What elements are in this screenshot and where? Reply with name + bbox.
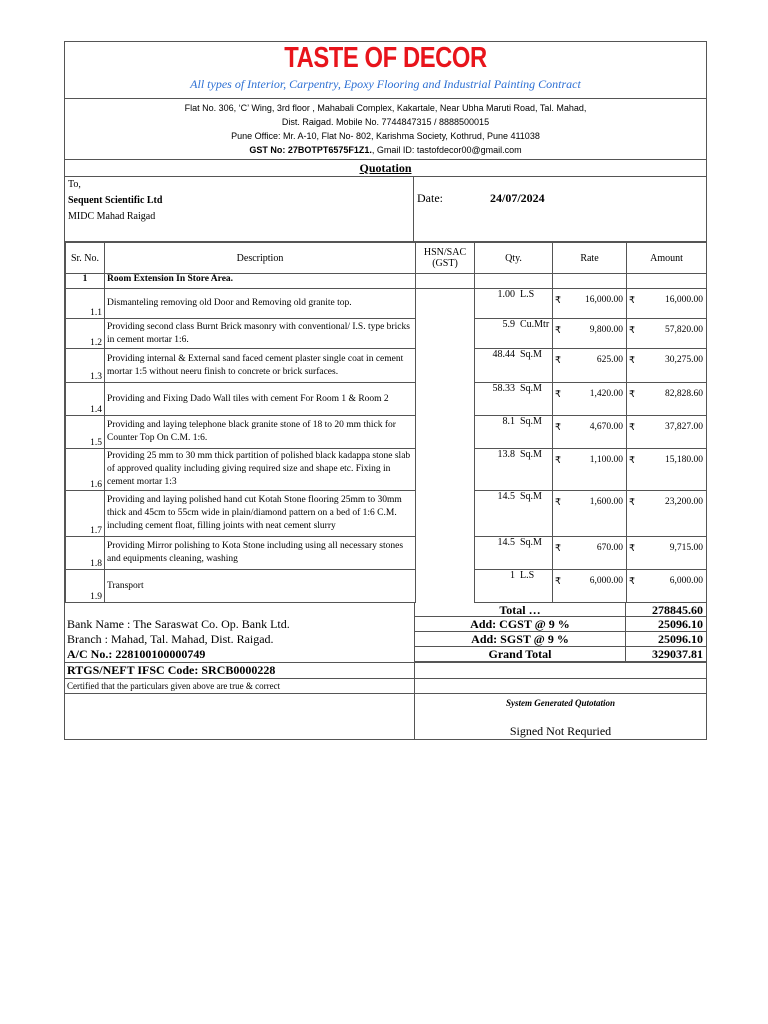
table-row <box>66 289 707 319</box>
item-amount <box>627 319 707 349</box>
company-name: TASTE OF DECOR <box>284 42 487 74</box>
section-row <box>66 274 707 289</box>
col-hsn-line2: (GST) <box>432 258 458 269</box>
item-rate-value: 1,600.00 <box>589 497 623 507</box>
item-qty-value: 58.33 <box>492 383 515 394</box>
item-hsn <box>416 449 475 491</box>
rupee-icon: ₹ <box>629 577 636 587</box>
rupee-icon: ₹ <box>555 356 562 366</box>
quotation-document <box>64 41 707 740</box>
item-description: Providing second class Burnt Brick masonry with conventional/ I.S. type bricks in cement mortar 1:6. <box>105 319 416 349</box>
item-hsn <box>416 349 475 383</box>
item-rate <box>553 449 627 491</box>
item-hsn <box>416 383 475 416</box>
item-rate-value: 4,670.00 <box>589 422 623 432</box>
item-amount-value: 82,828.60 <box>665 389 703 399</box>
item-description: Providing and laying telephone black granite stone of 18 to 20 mm thick for Counter Top On C.M. 1:6. <box>105 416 416 449</box>
item-unit: Sq.M <box>520 349 542 360</box>
rupee-icon: ₹ <box>629 498 636 508</box>
item-rate <box>553 349 627 383</box>
table-row <box>66 537 707 570</box>
item-rate <box>553 537 627 570</box>
rupee-icon: ₹ <box>555 296 562 306</box>
col-amount: Amount <box>627 243 707 274</box>
item-description: Providing and Fixing Dado Wall tiles with cement For Room 1 & Room 2 <box>105 383 416 416</box>
bank-account: A/C No.: 228100100000749 <box>65 647 415 662</box>
item-rate <box>553 491 627 537</box>
qty-cell <box>475 274 553 289</box>
sgst-row <box>65 632 706 647</box>
item-hsn <box>416 537 475 570</box>
item-unit: Sq.M <box>520 537 542 548</box>
bank-ifsc: RTGS/NEFT IFSC Code: SRCB0000228 <box>65 663 415 678</box>
certified-text: Certified that the particulars given above are true & correct <box>65 679 415 693</box>
item-qty <box>475 349 553 383</box>
company-address <box>65 99 706 160</box>
item-amount-value: 6,000.00 <box>669 576 703 586</box>
recipient-address: MIDC Mahad Raigad <box>68 211 156 222</box>
item-unit: Sq.M <box>520 416 542 427</box>
total-label: Total … <box>415 603 626 617</box>
item-rate-value: 16,000.00 <box>585 295 623 305</box>
item-hsn <box>416 319 475 349</box>
col-rate: Rate <box>553 243 627 274</box>
item-rate <box>553 383 627 416</box>
item-sr: 1.4 <box>66 383 105 416</box>
item-description: Providing Mirror polishing to Kota Stone including using all necessary stones and equipments cleaning, washing <box>105 537 416 570</box>
rupee-icon: ₹ <box>555 390 562 400</box>
item-sr: 1.8 <box>66 537 105 570</box>
item-unit: Sq.M <box>520 491 542 502</box>
item-amount <box>627 289 707 319</box>
item-amount-value: 16,000.00 <box>665 295 703 305</box>
blank-cell <box>65 603 415 617</box>
rupee-icon: ₹ <box>629 326 636 336</box>
total-row <box>65 603 706 617</box>
item-hsn <box>416 416 475 449</box>
item-sr: 1.9 <box>66 570 105 603</box>
rupee-icon: ₹ <box>629 544 636 554</box>
item-hsn <box>416 289 475 319</box>
table-row <box>66 349 707 383</box>
item-qty-value: 14.5 <box>497 537 515 548</box>
cgst-value: 25096.10 <box>626 617 706 632</box>
item-rows <box>66 289 707 603</box>
rupee-icon: ₹ <box>555 544 562 554</box>
total-value: 278845.60 <box>626 603 706 617</box>
item-description: Transport <box>105 570 416 603</box>
item-unit: Sq.M <box>520 383 542 394</box>
item-amount-value: 15,180.00 <box>665 455 703 465</box>
bank-branch: Branch : Mahad, Tal. Mahad, Dist. Raigad. <box>65 632 415 647</box>
item-rate <box>553 570 627 603</box>
company-tagline: All types of Interior, Carpentry, Epoxy Flooring and Industrial Painting Contract <box>190 77 581 91</box>
item-amount <box>627 349 707 383</box>
items-table <box>65 242 707 603</box>
item-sr: 1.3 <box>66 349 105 383</box>
gst-number: GST No: 27BOTPT6575F1Z1. <box>249 145 372 155</box>
system-generated: System Generated Qutotation <box>505 698 615 708</box>
item-qty-value: 13.8 <box>497 449 515 460</box>
table-row <box>66 449 707 491</box>
recipient <box>65 177 414 241</box>
item-qty <box>475 570 553 603</box>
item-rate-value: 625.00 <box>596 355 623 365</box>
item-sr: 1.5 <box>66 416 105 449</box>
item-unit: L.S <box>520 570 535 581</box>
col-sr: Sr. No. <box>66 243 105 274</box>
item-sr: 1.2 <box>66 319 105 349</box>
rupee-icon: ₹ <box>629 356 636 366</box>
section-sr: 1 <box>66 274 105 289</box>
sgst-value: 25096.10 <box>626 632 706 647</box>
address-line-1: Flat No. 306, ‘C’ Wing, 3rd floor , Mahabali Complex, Kakartale, Near Ubha Maruti Road, Tal. Mahad, <box>184 103 587 113</box>
item-rate <box>553 289 627 319</box>
gst-line <box>65 143 706 157</box>
certified-row <box>65 678 706 693</box>
summary-block <box>65 603 706 739</box>
item-qty <box>475 537 553 570</box>
item-qty <box>475 491 553 537</box>
sgst-label: Add: SGST @ 9 % <box>415 632 626 647</box>
item-amount-value: 30,275.00 <box>665 355 703 365</box>
signature-block <box>415 694 706 739</box>
item-qty-value: 8.1 <box>502 416 515 427</box>
item-qty-value: 5.9 <box>502 319 515 330</box>
grand-label: Grand Total <box>415 647 626 662</box>
item-description: Providing 25 mm to 30 mm thick partition of polished black kadappa stone slab of approved quality including giving required size and shape etc. Fixing in cement mortar 1:3 <box>105 449 416 491</box>
signed-text: Signed Not Requried <box>509 724 612 738</box>
item-unit: Sq.M <box>520 449 542 460</box>
letterhead <box>65 42 706 99</box>
recipient-name: Sequent Scientific Ltd <box>68 195 163 206</box>
item-amount <box>627 449 707 491</box>
cgst-row <box>65 617 706 632</box>
grand-value: 329037.81 <box>626 647 706 662</box>
quotation-title: Quotation <box>65 160 706 177</box>
rupee-icon: ₹ <box>555 498 562 508</box>
item-rate-value: 1,420.00 <box>589 389 623 399</box>
item-qty-value: 1 <box>510 570 515 581</box>
table-row <box>66 570 707 603</box>
amount-cell <box>627 274 707 289</box>
address-line-2: Dist. Raigad. Mobile No. 7744847315 / 8888500015 <box>281 117 490 127</box>
blank-cell <box>65 694 415 739</box>
signature-row <box>65 693 706 739</box>
cgst-label: Add: CGST @ 9 % <box>415 617 626 632</box>
date-label: Date: <box>417 191 443 205</box>
rupee-icon: ₹ <box>555 577 562 587</box>
grand-row <box>65 647 706 662</box>
table-header <box>66 243 707 274</box>
item-amount-value: 57,820.00 <box>665 325 703 335</box>
item-hsn <box>416 491 475 537</box>
rupee-icon: ₹ <box>629 296 636 306</box>
col-description: Description <box>105 243 416 274</box>
item-description: Providing and laying polished hand cut Kotah Stone flooring 25mm to 30mm thick and 45cm to 55cm wide in plain/diamond pattern on a bed of 1:6 C.M. including cement float, filling joints with neat cement slurry <box>105 491 416 537</box>
item-amount <box>627 570 707 603</box>
item-qty <box>475 416 553 449</box>
item-rate-value: 6,000.00 <box>589 576 623 586</box>
ifsc-row <box>65 662 706 678</box>
item-rate-value: 1,100.00 <box>589 455 623 465</box>
item-rate-value: 670.00 <box>596 543 623 553</box>
to-label: To, <box>68 179 81 190</box>
hsn-cell <box>416 274 475 289</box>
item-amount-value: 37,827.00 <box>665 422 703 432</box>
item-sr: 1.6 <box>66 449 105 491</box>
item-amount <box>627 416 707 449</box>
address-line-3: Pune Office: Mr. A-10, Flat No- 802, Karishma Society, Kothrud, Pune 411038 <box>231 131 540 141</box>
item-description: Providing internal & External sand faced cement plaster single coat in cement mortar 1:5 without neeru finish to concrete or brick surfaces. <box>105 349 416 383</box>
gst-email: , Gmail ID: tastofdecor00@gmail.com <box>371 145 522 155</box>
item-qty <box>475 289 553 319</box>
item-rate <box>553 319 627 349</box>
date-block <box>414 177 706 241</box>
item-sr: 1.7 <box>66 491 105 537</box>
item-amount <box>627 537 707 570</box>
item-amount-value: 9,715.00 <box>669 543 703 553</box>
item-qty-value: 1.00 <box>497 289 515 300</box>
rupee-icon: ₹ <box>555 456 562 466</box>
rupee-icon: ₹ <box>629 423 636 433</box>
item-amount <box>627 383 707 416</box>
item-rate <box>553 416 627 449</box>
blank-cell <box>415 663 706 678</box>
item-qty-value: 48.44 <box>492 349 515 360</box>
rupee-icon: ₹ <box>555 326 562 336</box>
item-rate-value: 9,800.00 <box>589 325 623 335</box>
blank-cell <box>415 679 706 693</box>
rupee-icon: ₹ <box>629 456 636 466</box>
col-qty: Qty. <box>475 243 553 274</box>
table-row <box>66 416 707 449</box>
item-sr: 1.1 <box>66 289 105 319</box>
item-amount <box>627 491 707 537</box>
item-qty <box>475 449 553 491</box>
rupee-icon: ₹ <box>555 423 562 433</box>
section-title: Room Extension In Store Area. <box>105 274 416 289</box>
table-row <box>66 383 707 416</box>
item-description: Dismanteling removing old Door and Removing old granite top. <box>105 289 416 319</box>
item-unit: L.S <box>520 289 535 300</box>
table-row <box>66 319 707 349</box>
date-value: 24/07/2024 <box>490 191 545 205</box>
rate-cell <box>553 274 627 289</box>
rupee-icon: ₹ <box>629 390 636 400</box>
bank-name: Bank Name : The Saraswat Co. Op. Bank Ltd. <box>65 617 415 632</box>
item-qty <box>475 319 553 349</box>
table-row <box>66 491 707 537</box>
recipient-block <box>65 177 706 242</box>
col-hsn-line1: HSN/SAC <box>423 247 467 258</box>
item-qty <box>475 383 553 416</box>
item-unit: Cu.Mtr <box>520 319 550 330</box>
col-hsn <box>416 243 475 274</box>
item-hsn <box>416 570 475 603</box>
item-qty-value: 14.5 <box>497 491 515 502</box>
item-amount-value: 23,200.00 <box>665 497 703 507</box>
